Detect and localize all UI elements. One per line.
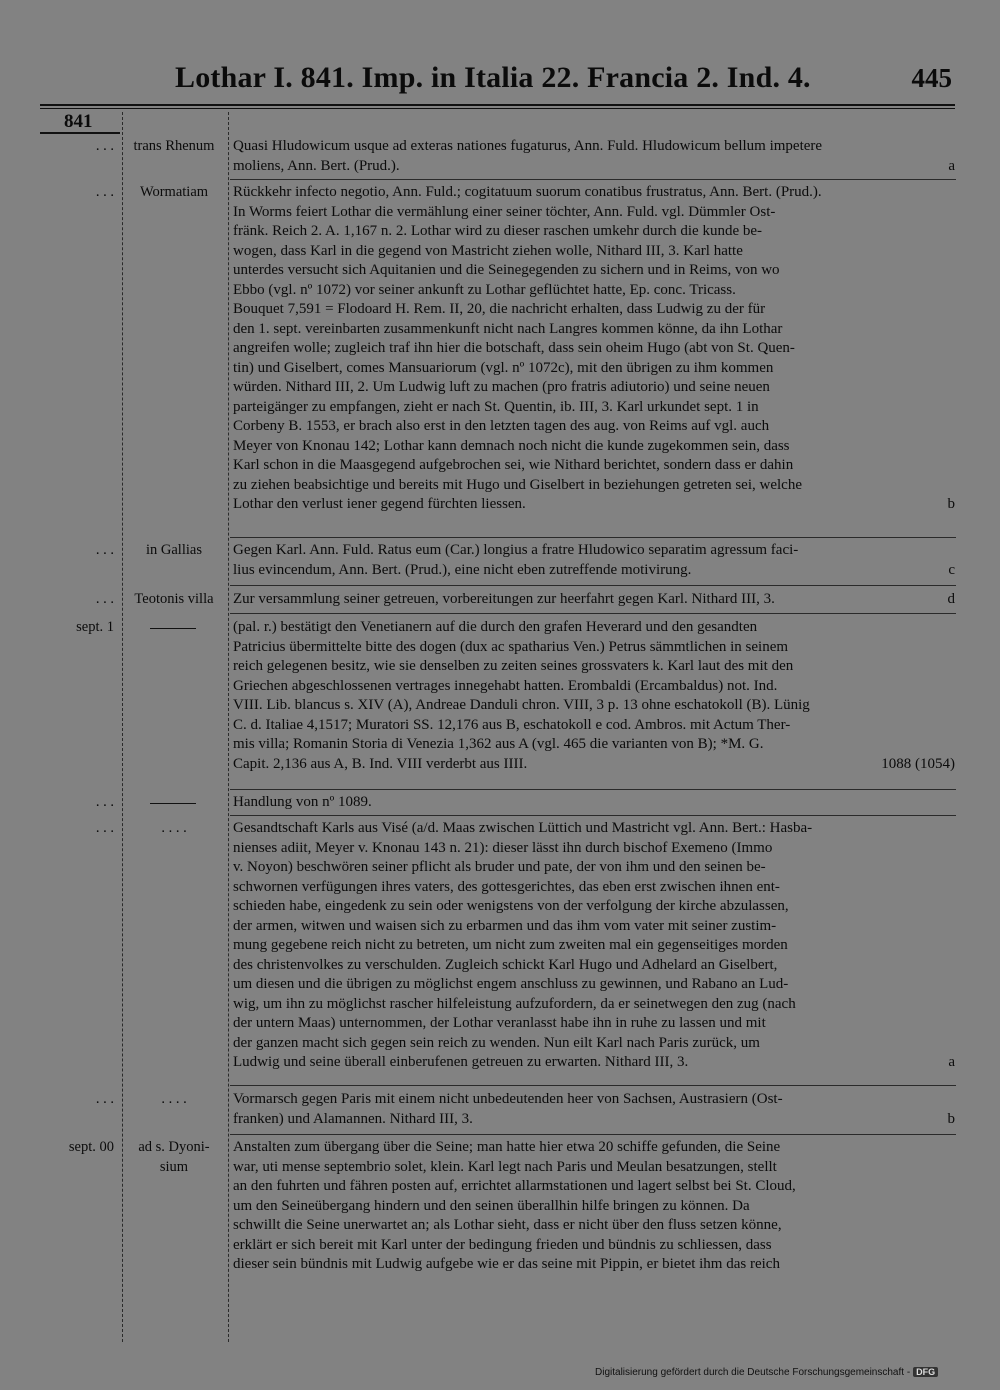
text-line: Griechen abgeschlossenen vertrages innegehabt hatten. Erombaldi (Ercambaldus) not. Ind. bbox=[233, 677, 778, 694]
entry-separator bbox=[230, 537, 956, 538]
dfg-logo: DFG bbox=[913, 1367, 938, 1377]
text-line: Rückkehr infecto negotio, Ann. Fuld.; cogitatuum suorum conatibus frustratus, Ann. Bert. (Prud.). bbox=[233, 184, 822, 200]
entry-date: sept. 00 bbox=[68, 1139, 114, 1155]
entry-text bbox=[233, 541, 955, 580]
entry-marker: b bbox=[947, 1110, 955, 1127]
entry-text bbox=[233, 793, 955, 813]
text-line: parteigänger zu empfangen, zieht er nach St. Quentin, ib. III, 3. Karl urkundet sept. 1 in bbox=[233, 398, 759, 415]
text-line: fränk. Reich 2. A. 1,167 n. 2. Lothar wird zu dieser raschen umkehr durch die kunde be- bbox=[233, 223, 763, 239]
entry-separator bbox=[230, 179, 956, 180]
entry-place: ad s. Dyoni- sium bbox=[138, 1139, 210, 1175]
entry-date: . . . bbox=[95, 820, 114, 836]
text-line: wogen, dass Karl in die gegend von Mastricht ziehen wolle, Nithard III, 3. Karl hatte bbox=[233, 242, 743, 259]
text-line: moliens, Ann. Bert. (Prud.). bbox=[233, 157, 400, 174]
text-line: Corbeny B. 1553, er brach also erst in den letzten tagen des aug. von Reims auf vgl. auch bbox=[233, 418, 770, 434]
column-divider-date bbox=[122, 112, 123, 1342]
entry-date: sept. 1 bbox=[76, 619, 114, 635]
text-line: der ganzen macht sich gegen sein reich zu wenden. Nun eilt Karl nach Paris zurück, um bbox=[233, 1034, 760, 1051]
running-title: Lothar I. 841. Imp. in Italia 22. Francia 2. Ind. 4. bbox=[175, 61, 811, 94]
text-line-with-marker bbox=[233, 1110, 955, 1130]
text-line: Quasi Hludowicum usque ad exteras nationes fugaturus, Ann. Fuld. Hludowicum bellum impetere bbox=[233, 138, 823, 154]
text-line: würden. Nithard III, 2. Um Ludwig luft zu machen (pro fratris adiutorio) und seine neuen bbox=[233, 379, 770, 395]
regest-number: 1088 (1054) bbox=[881, 755, 955, 772]
footer-text: Digitalisierung gefördert durch die Deutsche Forschungsgemeinschaft - bbox=[595, 1367, 911, 1378]
entry-text bbox=[233, 1138, 955, 1275]
entry-text bbox=[233, 590, 955, 610]
text-line: erklärt er sich bereit mit Karl unter der bedingung frieden und bündnis zu schliessen, dass bbox=[233, 1236, 772, 1253]
entry-place: . . . . bbox=[161, 820, 187, 836]
text-line: Ebbo (vgl. nº 1072) vor seiner ankunft zu Lothar geflüchtet hatte, Ep. conc. Tricass. bbox=[233, 281, 736, 298]
text-line: mis villa; Romanin Storia di Venezia 1,362 aus A (vgl. 465 die varianten von B); *M. G. bbox=[233, 736, 764, 752]
entry-date: . . . bbox=[95, 542, 114, 558]
text-line: des christenvolkes zu verschulden. Zugleich schickt Karl Hugo und Adhelard an Giselbert, bbox=[233, 956, 778, 973]
entry-place: Wormatiam bbox=[139, 184, 209, 200]
entry-separator bbox=[230, 815, 956, 816]
text-line: Anstalten zum übergang über die Seine; man hatte hier etwa 20 schiffe gefunden, die Seine bbox=[233, 1139, 781, 1155]
entry-separator bbox=[230, 1134, 956, 1135]
text-line: dieser sein bündnis mit Ludwig aufgebe wie er das seine mit Pippin, er bietet ihm das reich bbox=[233, 1256, 780, 1272]
text-line: Capit. 2,136 aus A, B. Ind. VIII verderbt aus IIII. bbox=[233, 755, 528, 772]
text-line: war, uti mense septembrio solet, klein. Karl legt nach Paris und Meulan besatzungen, stellt bbox=[233, 1158, 777, 1175]
text-line: den 1. sept. vereinbarten zusammenkunft nicht nach Langres kommen könne, da ihn Lothar bbox=[233, 320, 783, 337]
entry-text bbox=[233, 183, 955, 515]
entry-place: in Gallias bbox=[146, 542, 202, 558]
entry-marker: a bbox=[948, 157, 955, 174]
page-number: 445 bbox=[911, 63, 952, 93]
text-line-with-marker bbox=[233, 755, 955, 775]
text-line: der armen, witwen und waisen sich zu erbarmen und das ihm vom vater mit seiner zustim- bbox=[233, 917, 777, 934]
entry-place: Teotonis villa bbox=[134, 591, 214, 607]
entry-marker: c bbox=[948, 561, 955, 578]
entry-date: . . . bbox=[95, 1091, 114, 1107]
text-line: C. d. Italiae 4,1517; Muratori SS. 12,176 aus B, eschatokoll e cod. Ambros. mit Actum Ther- bbox=[233, 716, 791, 733]
text-line: Lothar den verlust iener gegend fürchten liessen. bbox=[233, 496, 526, 512]
place-dash bbox=[150, 628, 196, 629]
text-line: an den fuhrten und fähren posten auf, errichtet allarmstationen und lagert selbst bei St. Cloud, bbox=[233, 1178, 796, 1194]
text-line: franken) und Alamannen. Nithard III, 3. bbox=[233, 1110, 473, 1127]
entry-place: trans Rhenum bbox=[133, 138, 215, 154]
entry-date: . . . bbox=[95, 591, 114, 607]
text-line: Zur versammlung seiner getreuen, vorbereitungen zur heerfahrt gegen Karl. Nithard III, 3. bbox=[233, 591, 775, 607]
digitization-credit bbox=[595, 1367, 938, 1378]
text-line: Vormarsch gegen Paris mit einem nicht unbedeutenden heer von Sachsen, Austrasiern (Ost- bbox=[233, 1091, 783, 1107]
text-line: tin) und Giselbert, comes Mansuariorum (vgl. nº 1072c), mit den übrigen zu ihm kommen bbox=[233, 359, 774, 376]
text-line-with-marker bbox=[233, 561, 955, 581]
entry-separator bbox=[230, 1085, 956, 1086]
entry-marker: a bbox=[948, 1054, 955, 1070]
text-line: angreifen wolle; zugleich traf ihn hier die botschaft, dass sein oheim Hugo (abt von St. Quen- bbox=[233, 340, 795, 356]
header-rule bbox=[40, 104, 955, 106]
text-line: v. Noyon) beschwören seiner pflicht als bruder und pate, der von ihm und den seinen be- bbox=[233, 859, 766, 875]
text-line: schwornen verfügungen ihres vaters, des gottesgerichtes, das eben erst zwischen ihnen ent- bbox=[233, 878, 780, 895]
text-line: schieden habe, eingedenk zu sein oder wenigstens von der verfolgung der kirche abzulassen, bbox=[233, 898, 789, 914]
text-line: um diesen und die übrigen zu möglichst engem anschluss zu gewinnen, und Rabano an Lud- bbox=[233, 976, 789, 992]
text-line: nienses adiit, Meyer v. Knonau 143 n. 21): dieser lässt ihn durch bischof Exemeno (Immo bbox=[233, 839, 773, 856]
header-rule-thin bbox=[40, 108, 955, 109]
place-dash bbox=[150, 803, 196, 804]
text-line: Ludwig und seine überall einberufenen getreuen zu erwarten. Nithard III, 3. bbox=[233, 1054, 689, 1070]
text-line-with-marker bbox=[233, 1053, 955, 1073]
text-line: Karl schon in die Maasgegend aufgebrochen sei, wie Nithard berichtet, sondern dass er dahin bbox=[233, 457, 794, 473]
text-line-with-marker bbox=[233, 495, 955, 515]
entry-date: . . . bbox=[95, 794, 114, 810]
entry-date: . . . bbox=[95, 184, 114, 200]
text-line: Patricius übermittelte bitte des dogen (dux ac spatharius Ven.) Petrus sämmtlichen in seinem bbox=[233, 638, 789, 655]
entry-text bbox=[233, 1090, 955, 1129]
text-line: Gegen Karl. Ann. Fuld. Ratus eum (Car.) longius a fratre Hludowico separatim agressum faci- bbox=[233, 542, 799, 558]
entry-text bbox=[233, 819, 955, 1073]
column-divider-place bbox=[228, 112, 229, 1342]
year-label: 841 bbox=[64, 111, 93, 132]
entry-separator bbox=[230, 789, 956, 790]
text-line: Bouquet 7,591 = Flodoard H. Rem. II, 20, die nachricht erhalten, dass Ludwig zu der für bbox=[233, 301, 766, 317]
text-line: VIII. Lib. blancus s. XIV (A), Andreae Danduli chron. VIII, 3 p. 13 ohne eschatokoll (B). Lünig bbox=[233, 697, 810, 713]
text-line-with-marker bbox=[233, 590, 955, 610]
text-line: Meyer von Knonau 142; Lothar kann demnach noch nicht die kunde zugekommen sein, dass bbox=[233, 437, 790, 454]
year-rule bbox=[40, 132, 120, 134]
text-line: lius evincendum, Ann. Bert. (Prud.), eine nicht eben zutreffende motivirung. bbox=[233, 561, 692, 578]
entry-marker: d bbox=[947, 591, 955, 607]
text-line: der untern Maas) unternommen, der Lothar veranlasst habe ihn in ruhe zu lassen und mit bbox=[233, 1015, 766, 1031]
entry-date: . . . bbox=[95, 138, 114, 154]
text-line: Handlung von nº 1089. bbox=[233, 794, 372, 810]
entry-text bbox=[233, 618, 955, 774]
page-header bbox=[0, 55, 1000, 105]
text-line: unterdes versucht sich Aquitanien und die Seinegegenden zu sichern und in Reims, von wo bbox=[233, 262, 780, 278]
text-line: um den Seineübergang hindern und den seinen überallhin hilfe bringen zu können. Da bbox=[233, 1197, 750, 1214]
text-line: wig, um ihn zu möglichst rascher hilfeleistung aufzufordern, da er seinetwegen den zug (nach bbox=[233, 995, 796, 1012]
entry-text bbox=[233, 137, 955, 176]
entry-marker: b bbox=[947, 496, 955, 512]
text-line: reich gelegenen besitz, wie sie denselben zu zeiten seines grossvaters k. Karl laut des mit den bbox=[233, 658, 794, 674]
entry-separator bbox=[230, 585, 956, 586]
text-line: zu ziehen beabsichtige und bereits mit Hugo und Giselbert in beziehungen getreten sei, welche bbox=[233, 476, 802, 493]
entry-place: . . . . bbox=[161, 1091, 187, 1107]
text-line: schwillt die Seine unerwartet an; als Lothar sieht, dass er nicht über den fluss setzen könne, bbox=[233, 1217, 782, 1233]
text-line-with-marker bbox=[233, 157, 955, 177]
text-line: (pal. r.) bestätigt den Venetianern auf die durch den grafen Heverard und den gesandten bbox=[233, 619, 758, 635]
text-line: mung gegebene reich nicht zu betreten, um nicht zum zweiten mal ein gegenseitiges morden bbox=[233, 937, 788, 953]
text-line: Gesandtschaft Karls aus Visé (a/d. Maas zwischen Lüttich und Mastricht vgl. Ann. Bert.: Hasba- bbox=[233, 820, 813, 836]
entry-separator bbox=[230, 613, 956, 614]
text-line: In Worms feiert Lothar die vermählung einer seiner töchter, Ann. Fuld. vgl. Dümmler Ost- bbox=[233, 203, 776, 220]
